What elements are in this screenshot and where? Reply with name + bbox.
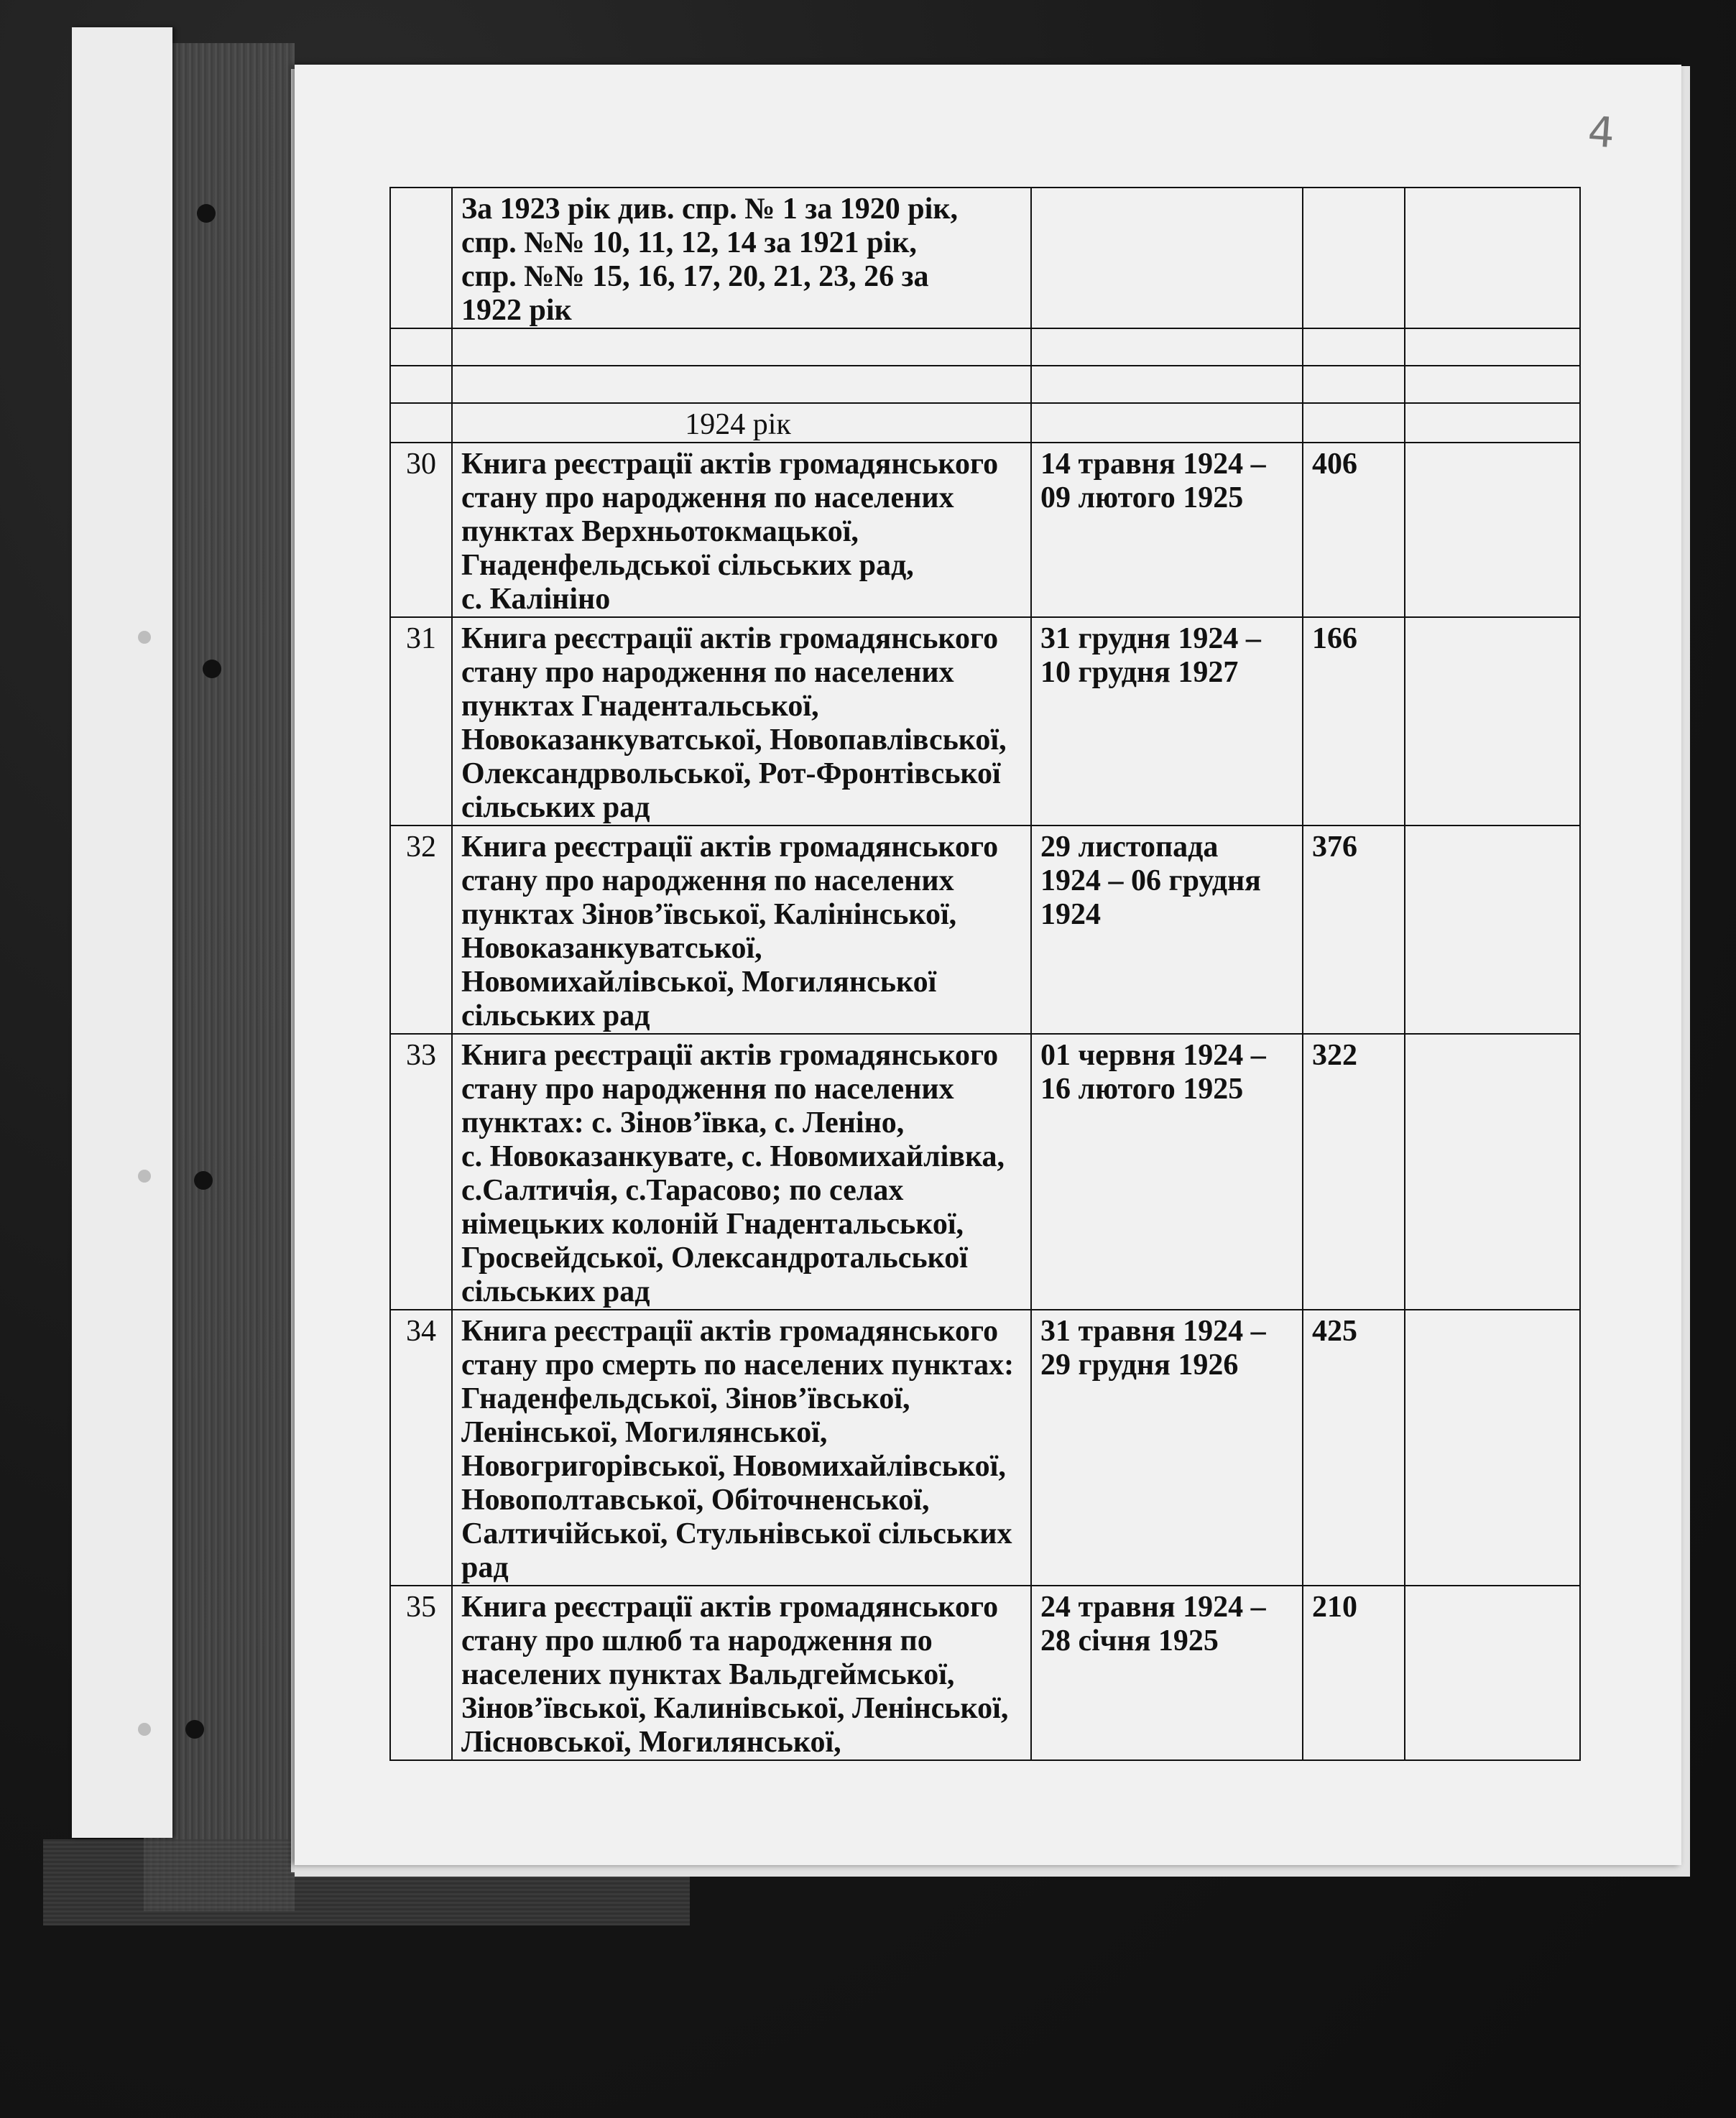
row-number: 30 bbox=[390, 443, 452, 617]
row-count: 406 bbox=[1303, 443, 1405, 617]
row-title: Книга реєстрації актів громадянського стану про народження по населених пунктах Зінов’ївської, Калінінської, Новоказанкуватської, Новомихайлівської, Могилянської сільських рад bbox=[452, 826, 1031, 1034]
table-row bbox=[390, 1310, 1580, 1586]
punch-hole bbox=[197, 204, 216, 223]
row-note bbox=[1405, 1034, 1580, 1310]
row-number: 35 bbox=[390, 1586, 452, 1760]
cell-empty bbox=[1405, 188, 1580, 328]
row-title: Книга реєстрації актів громадянського стану про народження по населених пунктах: с. Зінов’ївка, с. Леніно, с. Новоказанкувате, с. Новомихайлівка, с.Салтичія, с.Тарасово; по селах німецьких колоній Гнадентальської, Гросвейдської, Олександротальської сільських рад bbox=[452, 1034, 1031, 1310]
row-number: 31 bbox=[390, 617, 452, 826]
table-row-year bbox=[390, 403, 1580, 443]
row-note bbox=[1405, 826, 1580, 1034]
table-row-intro bbox=[390, 188, 1580, 328]
row-count: 210 bbox=[1303, 1586, 1405, 1760]
row-dates: 31 травня 1924 – 29 грудня 1926 bbox=[1031, 1310, 1303, 1586]
row-title: Книга реєстрації актів громадянського стану про смерть по населених пунктах: Гнаденфельдської, Зінов’ївської, Ленінської, Могилянської, Новогригорівської, Новомихайлівської, Новополтавської, Обіточненської, Салтичійської, Стульнівської сільських рад bbox=[452, 1310, 1031, 1586]
row-dates: 01 червня 1924 – 16 лютого 1925 bbox=[1031, 1034, 1303, 1310]
table-row bbox=[390, 1034, 1580, 1310]
row-number: 33 bbox=[390, 1034, 452, 1310]
row-title: Книга реєстрації актів громадянського стану про народження по населених пунктах Верхньотокмацької, Гнаденфельдської сільських рад, с. Калініно bbox=[452, 443, 1031, 617]
row-note bbox=[1405, 1310, 1580, 1586]
cell-empty bbox=[1031, 188, 1303, 328]
row-number: 34 bbox=[390, 1310, 452, 1586]
row-dates: 29 листопада 1924 – 06 грудня 1924 bbox=[1031, 826, 1303, 1034]
cell-empty bbox=[390, 188, 452, 328]
table-row-blank bbox=[390, 366, 1580, 403]
strip-hole bbox=[138, 631, 151, 644]
row-title: Книга реєстрації актів громадянського стану про шлюб та народження по населених пунктах Вальдгеймської, Зінов’ївської, Калинівської, Ленінської, Лісновської, Могилянської, bbox=[452, 1586, 1031, 1760]
punch-hole bbox=[185, 1720, 204, 1739]
table-row bbox=[390, 443, 1580, 617]
cell-empty bbox=[1303, 188, 1405, 328]
row-number: 32 bbox=[390, 826, 452, 1034]
strip-hole bbox=[138, 1170, 151, 1183]
table-row bbox=[390, 826, 1580, 1034]
row-count: 425 bbox=[1303, 1310, 1405, 1586]
year-heading: 1924 рік bbox=[452, 403, 1031, 443]
table-row bbox=[390, 1586, 1580, 1760]
left-page-strip bbox=[72, 27, 172, 1838]
intro-note: За 1923 рік див. спр. № 1 за 1920 рік, спр. №№ 10, 11, 12, 14 за 1921 рік, спр. №№ 15, 16, 17, 20, 21, 23, 26 за 1922 рік bbox=[452, 188, 1031, 328]
archive-register-table bbox=[389, 187, 1581, 1761]
page-number-mark: 4 bbox=[1586, 106, 1617, 158]
row-note bbox=[1405, 1586, 1580, 1760]
punch-hole bbox=[194, 1171, 213, 1190]
row-dates: 14 травня 1924 – 09 лютого 1925 bbox=[1031, 443, 1303, 617]
punch-hole bbox=[203, 660, 221, 678]
row-dates: 24 травня 1924 – 28 січня 1925 bbox=[1031, 1586, 1303, 1760]
table-row-blank bbox=[390, 328, 1580, 366]
row-count: 166 bbox=[1303, 617, 1405, 826]
row-count: 322 bbox=[1303, 1034, 1405, 1310]
row-count: 376 bbox=[1303, 826, 1405, 1034]
row-dates: 31 грудня 1924 – 10 грудня 1927 bbox=[1031, 617, 1303, 826]
row-note bbox=[1405, 617, 1580, 826]
table-row bbox=[390, 617, 1580, 826]
row-note bbox=[1405, 443, 1580, 617]
row-title: Книга реєстрації актів громадянського стану про народження по населених пунктах Гнадентальської, Новоказанкуватської, Новопавлівської, Олександрвольської, Рот-Фронтівської сільських рад bbox=[452, 617, 1031, 826]
strip-hole bbox=[138, 1723, 151, 1736]
